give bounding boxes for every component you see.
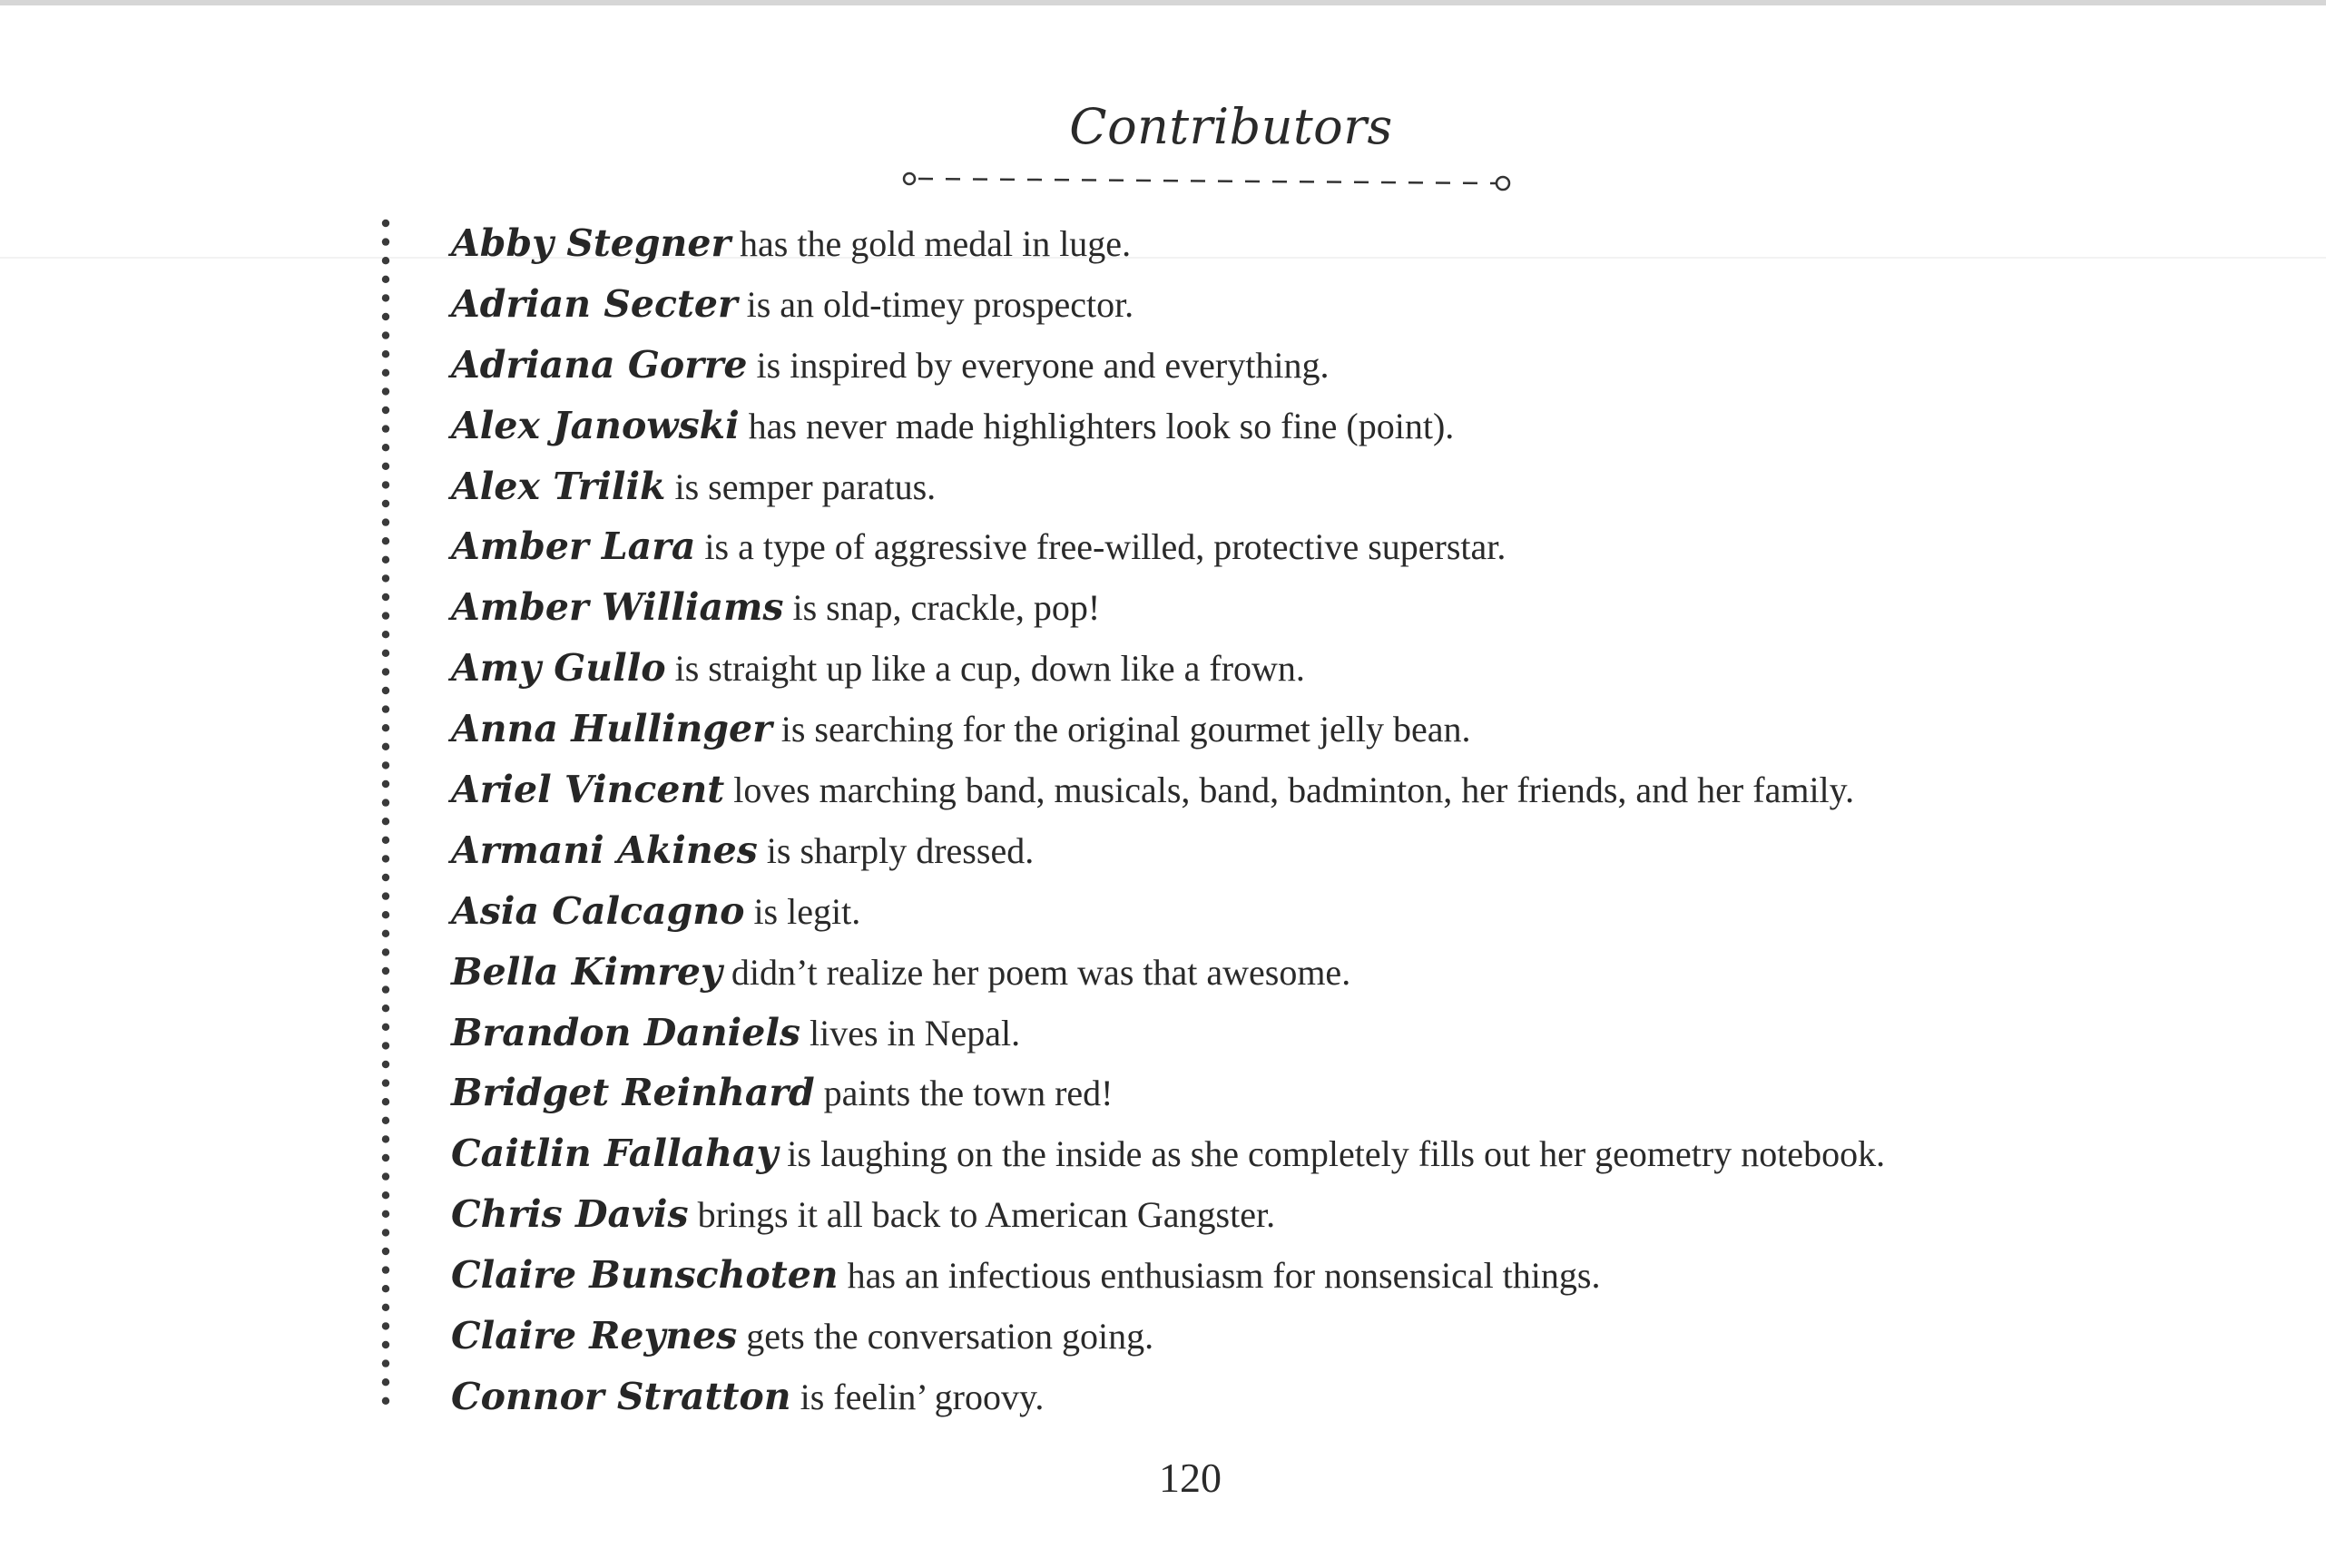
contributor-entry — [451, 274, 2175, 335]
contributor-entry — [451, 456, 2175, 517]
contributor-bio: lives in Nepal. — [800, 1012, 1021, 1054]
margin-dot — [382, 387, 389, 395]
margin-dot — [382, 631, 389, 638]
contributor-entry — [451, 1123, 2175, 1184]
margin-dot — [382, 556, 389, 564]
margin-dot — [382, 1191, 389, 1199]
contributor-bio: has never made highlighters look so fine (point). — [739, 405, 1455, 446]
contributor-bio: is sharply dressed. — [757, 829, 1035, 871]
rule-right-ring — [1497, 177, 1509, 190]
margin-dot — [382, 724, 389, 731]
margin-dot — [382, 238, 389, 245]
margin-dot — [382, 1098, 389, 1105]
contributor-name: Chris Davis — [451, 1192, 689, 1237]
margin-dot — [382, 313, 389, 320]
contributor-bio: is straight up like a cup, down like a frown. — [665, 648, 1305, 690]
contributor-bio: is searching for the original gourmet jelly bean. — [771, 709, 1471, 750]
margin-dot — [382, 407, 389, 414]
contributor-bio: brings it all back to American Gangster. — [688, 1194, 1276, 1236]
margin-dot — [382, 1341, 389, 1348]
rule-dashes — [918, 179, 1496, 183]
contributor-name: Amber Williams — [451, 585, 784, 630]
contributor-bio: didn’t realize her poem was that awesome. — [721, 951, 1351, 993]
contributor-entry — [451, 638, 2175, 699]
margin-dot — [382, 743, 389, 750]
margin-dot — [382, 874, 389, 881]
margin-dot — [382, 444, 389, 451]
margin-dot — [382, 650, 389, 657]
contributor-entry — [451, 1306, 2175, 1367]
contributor-bio: has an infectious enthusiasm for nonsensical things. — [838, 1255, 1601, 1297]
margin-dot — [382, 1304, 389, 1311]
margin-dot — [382, 1117, 389, 1124]
margin-dot — [382, 463, 389, 470]
margin-dot — [382, 1079, 389, 1086]
contributor-name: Alex Trilik — [451, 464, 666, 508]
margin-dot — [382, 518, 389, 525]
margin-dot — [382, 537, 389, 544]
contributor-bio: loves marching band, musicals, band, badminton, her friends, and her family. — [724, 769, 1855, 811]
margin-dot — [382, 331, 389, 338]
contributor-name: Claire Reynes — [451, 1314, 738, 1358]
contributor-name: Brandon Daniels — [451, 1010, 800, 1054]
contributor-bio: is a type of aggressive free-willed, protective superstar. — [695, 526, 1507, 568]
margin-dot — [382, 948, 389, 956]
contributor-entry — [451, 760, 2175, 820]
margin-dot — [382, 837, 389, 844]
margin-dot — [382, 1042, 389, 1049]
margin-dot — [382, 1229, 389, 1236]
contributor-name: Amy Gullo — [451, 646, 666, 691]
margin-dot — [382, 668, 389, 675]
contributor-name: Bella Kimrey — [451, 949, 722, 994]
contributor-bio: is legit. — [744, 890, 861, 932]
contributor-entry — [451, 335, 2175, 396]
margin-dot — [382, 1024, 389, 1031]
margin-dot — [382, 574, 389, 582]
contributor-name: Bridget Reinhard — [451, 1071, 815, 1115]
margin-dot — [382, 220, 389, 227]
margin-dot — [382, 855, 389, 862]
contributor-name: Alex Janowski — [451, 403, 740, 447]
contributors-list — [451, 213, 2175, 1427]
margin-dot — [382, 1210, 389, 1218]
page-top-edge — [0, 0, 2326, 5]
margin-dot — [382, 1285, 389, 1292]
contributor-name: Claire Bunschoten — [451, 1253, 839, 1298]
contributor-bio: is feelin’ groovy. — [790, 1376, 1045, 1417]
margin-dot — [382, 1135, 389, 1142]
page-number: 120 — [1159, 1455, 1222, 1501]
contributor-bio: is laughing on the inside as she completely fills out her geometry notebook. — [778, 1133, 1886, 1175]
contributor-name: Armani Akines — [451, 828, 758, 872]
margin-dot — [382, 705, 389, 712]
margin-dot — [382, 1378, 389, 1386]
page-title: Contributors — [1069, 98, 1393, 155]
margin-dot — [382, 911, 389, 918]
contributor-name: Adriana Gorre — [451, 342, 748, 387]
margin-dot — [382, 1322, 389, 1329]
margin-dot — [382, 369, 389, 377]
contributor-name: Anna Hullinger — [451, 707, 772, 751]
margin-dot — [382, 593, 389, 601]
margin-dot — [382, 612, 389, 619]
margin-dot — [382, 1266, 389, 1273]
margin-dot — [382, 930, 389, 937]
contributor-entry — [451, 396, 2175, 456]
contributor-entry — [451, 1184, 2175, 1245]
contributor-entry — [451, 942, 2175, 1003]
contributor-entry — [451, 1063, 2175, 1123]
contributor-entry — [451, 213, 2175, 274]
rule-left-ring — [904, 173, 915, 184]
contributor-name: Amber Lara — [451, 524, 696, 569]
margin-dot — [382, 425, 389, 432]
margin-dot — [382, 294, 389, 301]
contributor-bio: is snap, crackle, pop! — [783, 587, 1101, 629]
margin-dot — [382, 481, 389, 488]
contributor-entry — [451, 1245, 2175, 1306]
margin-dot — [382, 1397, 389, 1405]
margin-dot — [382, 500, 389, 507]
margin-dot — [382, 761, 389, 769]
contributor-bio: gets the conversation going. — [737, 1316, 1154, 1357]
title-dashed-rule — [898, 170, 1516, 193]
margin-dot — [382, 1061, 389, 1068]
margin-dot — [382, 1172, 389, 1180]
contributor-entry — [451, 577, 2175, 638]
contributor-name: Connor Stratton — [451, 1374, 791, 1418]
contributor-entry — [451, 820, 2175, 881]
contributor-entry — [451, 1003, 2175, 1063]
margin-dot — [382, 276, 389, 283]
contributor-name: Asia Calcagno — [451, 888, 745, 933]
contributor-bio: paints the town red! — [814, 1073, 1114, 1114]
margin-dot — [382, 1004, 389, 1012]
contributor-entry — [451, 881, 2175, 942]
contributor-entry — [451, 516, 2175, 577]
contributor-name: Adrian Secter — [451, 281, 738, 326]
contributor-name: Abby Stegner — [451, 221, 731, 265]
contributor-name: Ariel Vincent — [451, 768, 725, 812]
margin-dot — [382, 257, 389, 264]
margin-dot — [382, 967, 389, 975]
contributor-entry — [451, 699, 2175, 760]
contributor-bio: is an old-timey prospector. — [737, 283, 1134, 325]
margin-dot — [382, 1248, 389, 1255]
contributor-name: Caitlin Fallahay — [451, 1132, 779, 1176]
margin-dot — [382, 1154, 389, 1161]
margin-dot — [382, 799, 389, 806]
margin-dot — [382, 687, 389, 694]
margin-dot — [382, 1359, 389, 1367]
dotted-margin-line — [379, 216, 392, 1414]
margin-dot — [382, 350, 389, 358]
contributor-bio: has the gold medal in luge. — [731, 223, 1132, 264]
margin-dot — [382, 985, 389, 993]
margin-dot — [382, 780, 389, 788]
margin-dot — [382, 892, 389, 899]
margin-dot — [382, 818, 389, 825]
contributor-bio: is semper paratus. — [665, 466, 937, 507]
contributor-bio: is inspired by everyone and everything. — [747, 344, 1330, 386]
contributor-entry — [451, 1367, 2175, 1427]
